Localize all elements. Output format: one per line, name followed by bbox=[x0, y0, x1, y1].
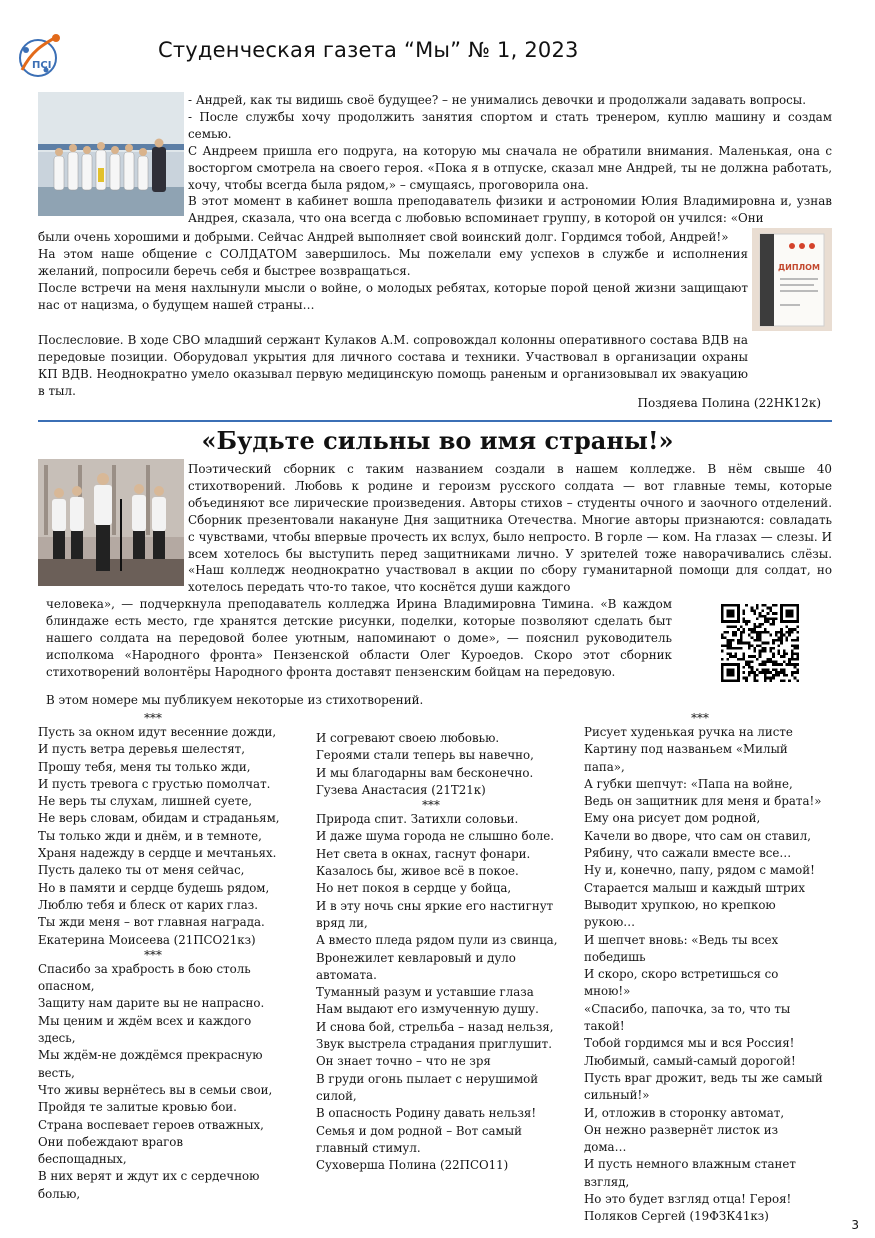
poem-line: автомата. bbox=[316, 967, 377, 982]
poem-line: Пусть за окном идут весенние дожди, bbox=[38, 725, 277, 739]
poem-line: папа», bbox=[584, 759, 625, 774]
paragraph: С Андреем пришла его подруга, на которую мы сначала не обратили внимания. Маленькая, она с восторгом смотрела на своего героя. «Пока я в отпуске, сказал мне Андрей, ты не должна работать, хочу, чтобы всегда была рядом,» – смущаясь, проговорила она. bbox=[188, 143, 832, 192]
poem-line: Люблю тебя и блеск от карих глаз. bbox=[38, 897, 258, 912]
poem-line: победишь bbox=[584, 949, 646, 964]
poem-line: Туманный разум и уставшие глаза bbox=[316, 985, 534, 1000]
article1-top-text bbox=[188, 92, 832, 227]
poem-line: И пусть немного влажным станет bbox=[584, 1157, 796, 1172]
poem-line: В опасность Родину давать нельзя! bbox=[316, 1106, 537, 1121]
article2-mid-text bbox=[46, 596, 672, 681]
poem-line: такой! bbox=[584, 1019, 625, 1034]
poem-line: силой, bbox=[316, 1088, 357, 1103]
poem-line: Мы ждём-не дождёмся прекрасную bbox=[38, 1048, 263, 1063]
poem-line: Не верь словам, обидам и страданьям, bbox=[38, 811, 280, 826]
poem-line: Страна воспевает героев отважных, bbox=[38, 1117, 264, 1132]
poem-line: Пусть враг дрожит, ведь ты же самый bbox=[584, 1070, 823, 1085]
poem-line: весть, bbox=[38, 1065, 75, 1080]
karate-group-photo bbox=[38, 92, 184, 216]
paragraph: На этом наше общение с СОЛДАТОМ завершилось. Мы пожелали ему успехов в службе и исполнения желаний, попросили беречь себя и быстрее возвращаться. bbox=[38, 246, 748, 278]
poem-line: Он нежно развернёт листок из bbox=[584, 1122, 779, 1137]
poem-line: Выводит хрупкою, но крепкою bbox=[584, 897, 776, 912]
poem-line: мною!» bbox=[584, 984, 631, 999]
poem-line: Тобой гордимся мы и вся Россия! bbox=[584, 1036, 795, 1051]
poem-line: беспощадных, bbox=[38, 1152, 127, 1167]
section-divider bbox=[38, 420, 832, 422]
poem-line: Но это будет взгляд отца! Героя! bbox=[584, 1192, 792, 1207]
poem-line: Ну и, конечно, папу, рядом с мамой! bbox=[584, 863, 815, 878]
poem-line: Прошу тебя, меня ты только жди, bbox=[38, 759, 251, 774]
poem-line: И снова бой, стрельба – назад нельзя, bbox=[316, 1019, 554, 1034]
poems-intro: В этом номере мы публикуем некоторые из стихотворений. bbox=[46, 693, 424, 707]
poem-line: рукою… bbox=[584, 915, 636, 930]
article2-top-text bbox=[188, 461, 832, 596]
diploma-photo bbox=[752, 228, 832, 331]
poem-line: Но нет покоя в сердце у бойца, bbox=[316, 881, 512, 896]
poem-line: взгляд, bbox=[584, 1174, 630, 1189]
newspaper-header: Студенческая газета “Мы” № 1, 2023 bbox=[158, 38, 579, 62]
poem-line: Старается малыш и каждый штрих bbox=[584, 880, 805, 895]
poem-line: Суховерша Полина (22ПСО11) bbox=[316, 1158, 509, 1173]
article2-title: «Будьте сильны во имя страны!» bbox=[201, 426, 674, 455]
poem-line: главный стимул. bbox=[316, 1140, 421, 1155]
poem-line: здесь, bbox=[38, 1031, 76, 1046]
poem-line: Они побеждают врагов bbox=[38, 1134, 184, 1149]
poem-line: Гузева Анастасия (21Т21к) bbox=[316, 782, 486, 797]
poem-separator: *** bbox=[691, 711, 709, 725]
poem-line: Но в памяти и сердце будешь рядом, bbox=[38, 880, 270, 895]
poem-line: Он знает точно – что не зря bbox=[316, 1054, 491, 1069]
poem-column-3 bbox=[584, 712, 834, 1226]
poem-line: Качели во дворе, что сам он ставил, bbox=[584, 828, 811, 843]
poem-line: опасном, bbox=[38, 979, 95, 994]
poem-line: «Спасибо, папочка, за то, что ты bbox=[584, 1001, 791, 1016]
poem-line: Нам выдают его измученную душу. bbox=[316, 1002, 539, 1017]
poem-line: Нет света в окнах, гаснут фонари. bbox=[316, 846, 531, 861]
poem-line: А губки шепчут: «Папа на войне, bbox=[584, 776, 793, 791]
poem-line: И пусть ветра деревья шелестят, bbox=[38, 742, 245, 757]
poem-separator: *** bbox=[144, 947, 162, 962]
poem-line: Мы ценим и ждём всех и каждого bbox=[38, 1013, 252, 1028]
poem-line: И скоро, скоро встретишься со bbox=[584, 967, 779, 982]
poem-column-1 bbox=[38, 712, 300, 1203]
poem-line: Героями стали теперь вы навечно, bbox=[316, 748, 534, 763]
svg-text:ДИПЛОМ: ДИПЛОМ bbox=[778, 263, 820, 272]
poem-line: Рябину, что сажали вместе все… bbox=[584, 846, 792, 861]
poem-line: Вронежилет кевларовый и дуло bbox=[316, 950, 516, 965]
poem-line: И шепчет вновь: «Ведь ты всех bbox=[584, 932, 779, 947]
paragraph: После встречи на меня нахлынули мысли о войне, о молодых ребятах, которые порой ценой жизни защищают нас от нацизма, о будущем нашей страны… bbox=[38, 280, 748, 312]
paragraph: - Андрей, как ты видишь своё будущее? – не унимались девочки и продолжали задавать вопросы. bbox=[188, 93, 807, 107]
poem-line: Пройдя те залитые кровью бои. bbox=[38, 1100, 237, 1115]
paragraph: - После службы хочу продолжить занятия спортом и стать тренером, куплю машину и создам семью. bbox=[188, 109, 832, 141]
poem-line: болью, bbox=[38, 1186, 81, 1201]
poem-column-2 bbox=[316, 730, 578, 1174]
poem-line: Что живы вернётесь вы в семьи свои, bbox=[38, 1082, 273, 1097]
college-logo bbox=[12, 30, 64, 82]
paragraph: Поэтический сборник с таким названием создали в нашем колледже. В нём свыше 40 стихотворений. Любовь к родине и героизм русского солдата — вот главные темы, которые объединяют все лирические произведения. Авторы стихов – студенты очного и заочного отделений. Сборник презентовали накануне Дня защитника Отечества. Многие авторы признаются: совладать с чувствами, чтобы впервые прочесть их вслух, было непросто. В горле — ком. На глазах — слезы. И всем хотелось бы выступить перед защитниками лично. У зрителей тоже наворачивались слёзы. «Наш колледж неоднократно участвовал в акции по сбору гуманитарной помощи для солдат, но хотелось передать что-то такое, что коснётся души каждого bbox=[188, 462, 832, 595]
page-number: 3 bbox=[851, 1218, 859, 1232]
qr-code[interactable] bbox=[721, 604, 799, 682]
poem-line: А вместо пледа рядом пули из свинца, bbox=[316, 933, 558, 948]
poem-line: Картину под названьем «Милый bbox=[584, 742, 788, 757]
article1-author: Поздяева Полина (22НК12к) bbox=[637, 396, 821, 410]
poem-line: И пусть тревога с грустью помолчат. bbox=[38, 776, 271, 791]
poem-line: И, отложив в сторонку автомат, bbox=[584, 1105, 785, 1120]
poem-separator: *** bbox=[422, 798, 440, 813]
poem-line: Храня надежду в сердце и мечтаньях. bbox=[38, 846, 277, 861]
poem-line: Защиту нам дарите вы не напрасно. bbox=[38, 996, 265, 1011]
poem-line: Звук выстрела страдания приглушит. bbox=[316, 1037, 552, 1052]
poem-line: Ты жди меня – вот главная награда. bbox=[38, 915, 265, 930]
poem-line: Казалось бы, живое всё в покое. bbox=[316, 864, 519, 879]
article1-afterword bbox=[38, 332, 748, 400]
poem-line: В груди огонь пылает с нерушимой bbox=[316, 1071, 539, 1086]
poem-line: В них верят и ждут их с сердечною bbox=[38, 1169, 260, 1184]
poem-line: Любимый, самый-самый дорогой! bbox=[584, 1053, 796, 1068]
poem-line: вряд ли, bbox=[316, 915, 368, 930]
paragraph: человека», — подчеркнула преподаватель колледжа Ирина Владимировна Тимина. «В каждом блиндаже есть место, где хранятся детские рисунки, поделки, которые позволяют сделать быт нашего солдата на передовой более уютным, напоминают о доме», — пояснил руководитель исполкома «Народного фронта» Пензенской области Олег Куроедов. Скоро этот сборник стихотворений волонтёры Народного фронта доставят пензенским бойцам на передовую. bbox=[46, 597, 672, 679]
poem-line: Ему она рисует дом родной, bbox=[584, 811, 761, 826]
paragraph: были очень хорошими и добрыми. Сейчас Андрей выполняет свой воинский долг. Гордимся тобой, Андрей!» bbox=[38, 230, 729, 244]
poem-line: Ведь он защитник для меня и брата!» bbox=[584, 794, 822, 809]
poem-line: сильный!» bbox=[584, 1088, 650, 1103]
poem-line: Поляков Сергей (19ФЗК41кз) bbox=[584, 1209, 769, 1224]
poem-line: Ты только жди и днём, и в темноте, bbox=[38, 828, 262, 843]
poem-line: Екатерина Моисеева (21ПСО21кз) bbox=[38, 932, 256, 947]
poem-line: И в эту ночь сны яркие его настигнут bbox=[316, 898, 554, 913]
poem-line: дома… bbox=[584, 1140, 627, 1155]
poem-line: Семья и дом родной – Вот самый bbox=[316, 1123, 522, 1138]
article1-mid-text bbox=[38, 229, 748, 314]
paragraph: В этот момент в кабинет вошла преподаватель физики и астрономии Юлия Владимировна и, узнав Андрея, сказала, что она всегда с любовью вспоминает группу, в которой он учился: «Они bbox=[188, 194, 832, 226]
poem-line: Спасибо за храбрость в бою столь bbox=[38, 961, 251, 976]
svg-text:ПСI: ПСI bbox=[32, 60, 52, 71]
poem-line: И мы благодарны вам бесконечно. bbox=[316, 765, 534, 780]
poem-line: Рисует худенькая ручка на листе bbox=[584, 725, 793, 739]
poem-line: Не верь ты слухам, лишней суете, bbox=[38, 794, 253, 809]
poem-line: И даже шума города не слышно боле. bbox=[316, 829, 554, 844]
poem-line: Пусть далеко ты от меня сейчас, bbox=[38, 863, 245, 878]
poetry-presentation-photo bbox=[38, 459, 184, 586]
poem-line: И согревают своею любовью. bbox=[316, 731, 500, 745]
poem-separator: *** bbox=[144, 711, 162, 725]
poem-line: Природа спит. Затихли соловьи. bbox=[316, 812, 519, 827]
paragraph: Послесловие. В ходе СВО младший сержант Кулаков А.М. сопровождал колонны оперативного состава ВДВ на передовые позиции. Оборудовал укрытия для личного состава и техники. Участвовал в организации охраны КП ВДВ. Неоднократно умело оказывал первую медицинскую помощь раненым и организовывал их эвакуацию в тыл. bbox=[38, 333, 748, 398]
